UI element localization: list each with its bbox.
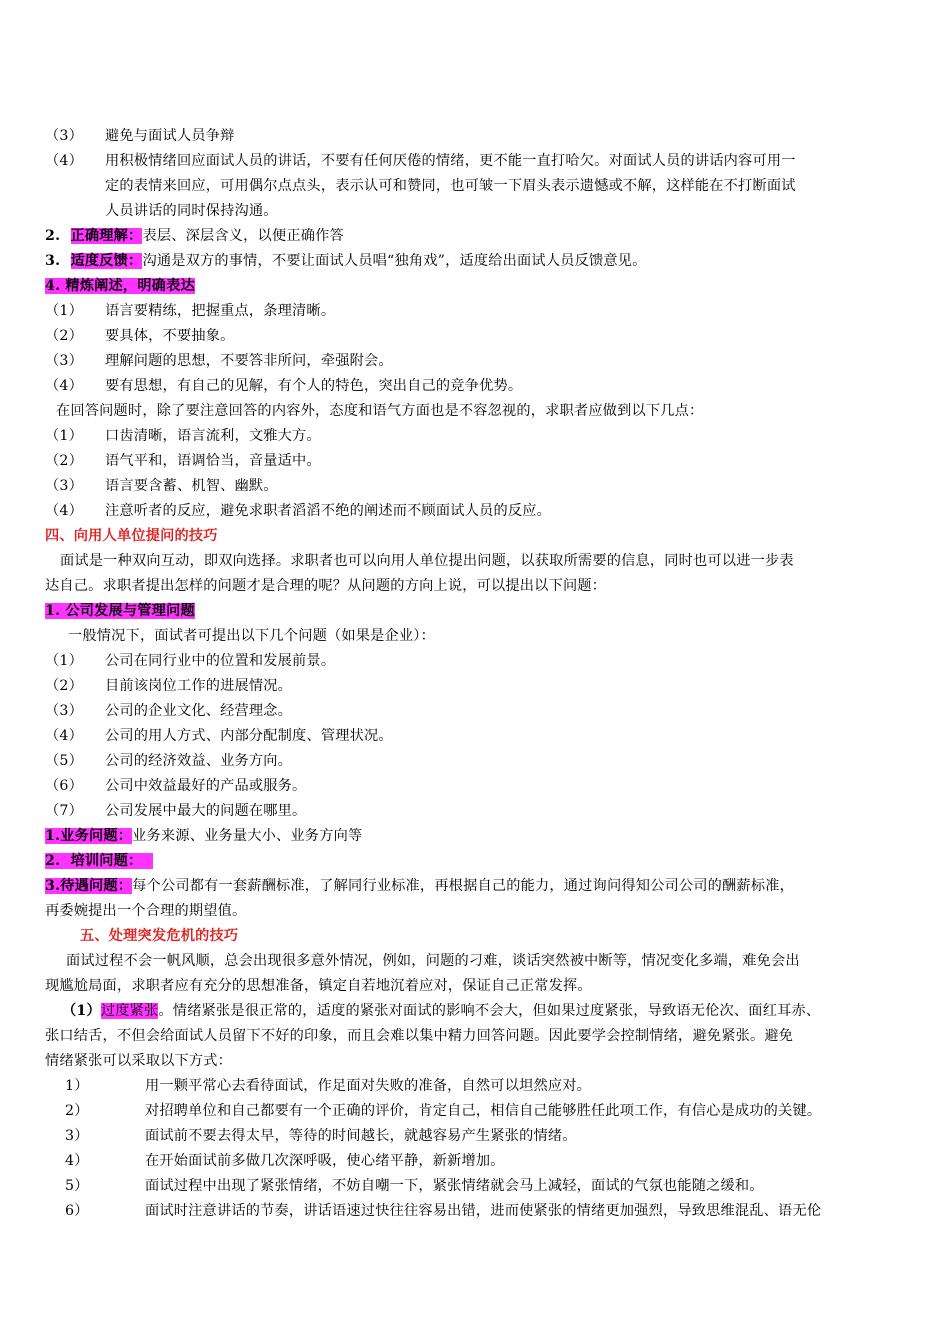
list-item: （2） 语气平和，语调恰当，音量适中。 <box>45 453 321 469</box>
paragraph-line: 现尴尬局面，求职者应有充分的思想准备，镇定自若地沉着应对，保证自己正常发挥。 <box>45 978 592 994</box>
list-item: （1） 公司在同行业中的位置和发展前景。 <box>45 653 336 669</box>
highlight-label: 适度反馈： <box>70 253 143 269</box>
list-item: （6） 公司中效益最好的产品或服务。 <box>45 778 307 794</box>
list-item: （4） 用积极情绪回应面试人员的讲话，不要有任何厌倦的情绪，更不能一直打哈欠。对面试人员的讲话内容可用一 <box>45 153 796 169</box>
list-item: （3） 避免与面试人员争辩 <box>45 128 235 144</box>
list-item: （7） 公司发展中最大的问题在哪里。 <box>45 803 307 819</box>
list-item: （3） 理解问题的思想，不要答非所问，牵强附会。 <box>45 353 393 369</box>
paragraph-line: 定的表情来回应，可用偶尔点点头，表示认可和赞同，也可皱一下眉头表示遗憾或不解，这样能在不打断面试 <box>105 178 796 194</box>
paragraph-line: 情绪紧张可以采取以下方式： <box>45 1053 233 1069</box>
list-item: （4） 注意听者的反应，避免求职者滔滔不绝的阐述而不顾面试人员的反应。 <box>45 503 552 519</box>
list-item: （2） 要具体，不要抽象。 <box>45 328 235 344</box>
list-item: （4） 要有思想，有自己的见解，有个人的特色，突出自己的竞争优势。 <box>45 378 523 394</box>
section-title: 五、处理突发危机的技巧 <box>80 928 239 944</box>
section-item: 3.待遇问题：每个公司都有一套薪酬标准，了解同行业标准，再根据自己的能力，通过询问得知公司公司的酬薪标准， <box>45 878 794 894</box>
list-item: 2） 对招聘单位和自己都要有一个正确的评价，肯定自己，相信自己能够胜任此项工作，有信心是成功的关键。 <box>65 1103 822 1119</box>
list-item: 4） 在开始面试前多做几次深呼吸，使心绪平静，新新增加。 <box>65 1153 505 1169</box>
highlight-label: 1.业务问题： <box>45 828 133 844</box>
list-item: （2） 目前该岗位工作的进展情况。 <box>45 678 293 694</box>
list-item: 5） 面试过程中出现了紧张情绪，不妨自嘲一下，紧张情绪就会马上减轻，面试的气氛也能随之缓和。 <box>65 1178 764 1194</box>
section-item: 3. 适度反馈：沟通是双方的事情，不要让面试人员唱“独角戏”，适度给出面试人员反馈意见。 <box>45 253 647 269</box>
highlight-label: 正确理解： <box>70 228 143 244</box>
list-item: 1） 用一颗平常心去看待面试，作足面对失败的准备，自然可以坦然应对。 <box>65 1078 592 1094</box>
paragraph-line: 再委婉提出一个合理的期望值。 <box>45 903 247 919</box>
paragraph-line: 一般情况下，面试者可提出以下几个问题（如果是企业）： <box>68 628 435 644</box>
list-item: （1） 口齿清晰，语言流利，文雅大方。 <box>45 428 321 444</box>
section-item: 2. 正确理解：表层、深层含义，以便正确作答 <box>45 228 344 244</box>
highlight-label: 过度紧张 <box>100 1003 159 1019</box>
list-item: （1） 语言要精练，把握重点，条理清晰。 <box>45 303 336 319</box>
section-heading <box>45 601 905 621</box>
paragraph-line: 面试过程不会一帆风顺，总会出现很多意外情况，例如，问题的刁难，谈话突然被中断等，情况变化多端，难免会出 <box>66 953 800 969</box>
section-item: 1.业务问题：业务来源、业务量大小、业务方向等 <box>45 828 363 844</box>
highlight-label: 3.待遇问题： <box>45 878 133 894</box>
list-item: （4） 公司的用人方式、内部分配制度、管理状况。 <box>45 728 393 744</box>
paragraph-line: 张口结舌，不但会给面试人员留下不好的印象，而且会难以集中精力回答问题。因此要学会控制情绪，避免紧张。避免 <box>45 1028 794 1044</box>
list-item: （3） 语言要含蓄、机智、幽默。 <box>45 478 278 494</box>
paragraph-line: 人员讲话的同时保持沟通。 <box>105 203 278 219</box>
paragraph-line: （1）过度紧张。情绪紧张是很正常的，适度的紧张对面试的影响不会大，但如果过度紧张，导致语无伦次、面红耳赤、 <box>62 1003 821 1019</box>
highlight-label: 4. 精炼阐述，明确表达 <box>45 278 195 294</box>
highlight-label: 1. 公司发展与管理问题 <box>45 603 195 619</box>
section-item <box>45 851 905 871</box>
paragraph-line: 面试是一种双向互动，即双向选择。求职者也可以向用人单位提出问题，以获取所需要的信息，同时也可以进一步表 <box>60 553 794 569</box>
paragraph-line: 在回答问题时，除了要注意回答的内容外，态度和语气方面也是不容忽视的，求职者应做到以下几点： <box>56 403 704 419</box>
section-heading <box>45 276 905 296</box>
list-item: （3） 公司的企业文化、经营理念。 <box>45 703 293 719</box>
list-item: 6） 面试时注意讲话的节奏，讲话语速过快往往容易出错，进而使紧张的情绪更加强烈，导致思维混乱、语无伦 <box>65 1203 822 1219</box>
paragraph-line: 达自己。求职者提出怎样的问题才是合理的呢？从问题的方向上说，可以提出以下问题： <box>45 578 607 594</box>
list-item: （5） 公司的经济效益、业务方向。 <box>45 753 293 769</box>
list-item: 3） 面试前不要去得太早，等待的时间越长，就越容易产生紧张的情绪。 <box>65 1128 577 1144</box>
highlight-label: 2. 培训问题： <box>45 853 153 869</box>
section-title: 四、向用人单位提问的技巧 <box>45 528 218 544</box>
